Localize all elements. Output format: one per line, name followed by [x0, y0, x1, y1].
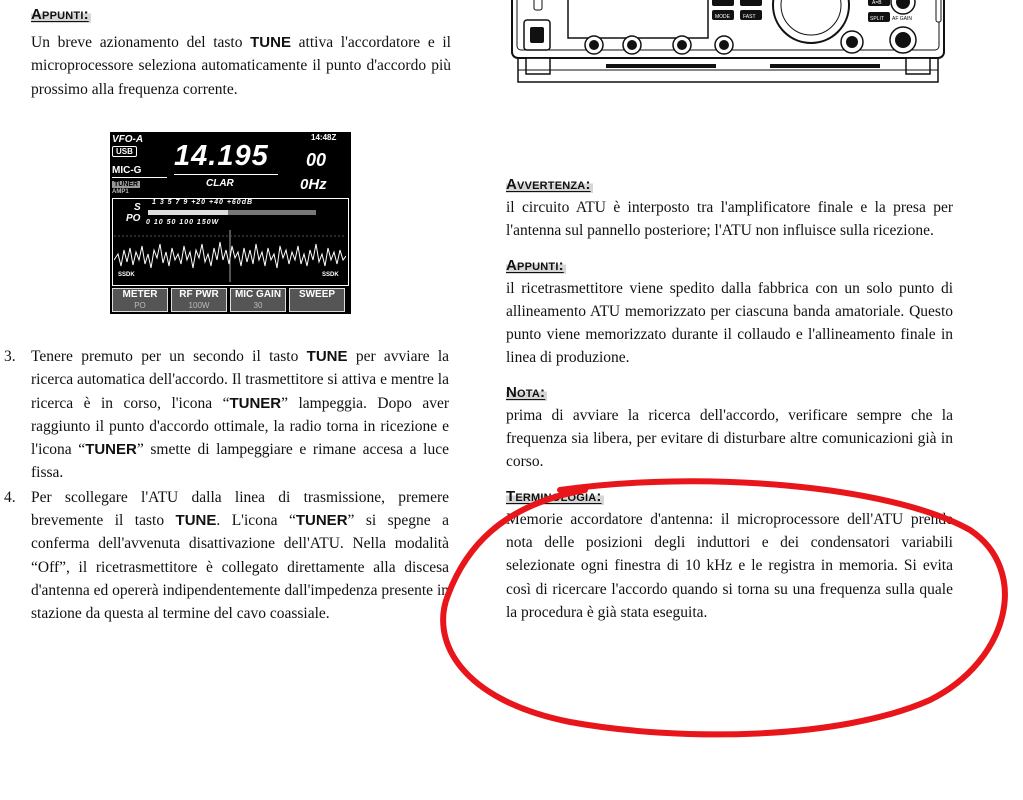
appunti-text-right: il ricetrasmettitore viene spedito dalla fabbrica con un solo punto di allineamento ATU memorizzato per ciascuna banda amatoriale. Questo punto viene memorizzato durante il collaudo e l'allineamento finale in linea di produzione. — [506, 279, 953, 367]
af-gain-label: AF GAIN — [892, 16, 913, 22]
micg-label: MIC-G — [112, 165, 142, 176]
frequency-main: 14.195 — [174, 140, 269, 172]
avvertenza-heading: Avvertenza: — [506, 176, 591, 193]
lcd-display — [110, 132, 351, 314]
softkey-meter[interactable]: METER PO — [112, 288, 168, 312]
clar-label: CLAR — [206, 178, 234, 189]
list-item-4: 4. Per scollegare l'ATU dalla linea di trasmissione, premere brevemente il tasto TUNE. L'icona “TUNER” si spegne a conferma dell'avvenuta disattivazione dell'ATU. Nella modalità “Off”, il ricetrasmettitore è collegato direttamente alla discesa d'antenna ed opererà indipendentemente dall'impedenza presente in stazione da questa al termine del cavo coassiale. — [4, 488, 450, 623]
fast-key-label: FAST — [743, 14, 756, 20]
numbered-list — [4, 345, 450, 626]
s-meter-label: S — [134, 202, 141, 213]
vfo-label: VFO-A — [112, 134, 144, 145]
nota-text: prima di avviare la ricerca dell'accordo, verificare sempre che la frequenza sia libera, per evitare di disturbare altre comunicazioni già in corso. — [506, 406, 953, 471]
ab-key-label: A=B — [872, 0, 882, 6]
terminologia-text: Memorie accordatore d'antenna: il microprocessore dell'ATU prende nota delle posizioni degli induttori e dei condensatori variabili selezionate ogni finestra di 10 kHz e le registra in memoria. Si evita così di ricercare l'accordo quando si torna su una frequenza sulla quale la procedura è già stata eseguita. — [506, 510, 953, 621]
amp-indicator: AMP1 — [112, 189, 129, 195]
right-column — [506, 176, 953, 624]
s-meter-fill — [148, 210, 228, 215]
appunti-text: Un breve azionamento del tasto TUNE attiva l'accordatore e il microprocessore seleziona automaticamente il punto d'accordo più prossimo alla frequenza corrente. — [31, 34, 451, 98]
split-key-label: SPLIT — [870, 16, 884, 22]
list-item-3: 3. Tenere premuto per un secondo il tasto TUNE per avviare la ricerca automatica dell'accordo. Il trasmettitore si attiva e mentre la ricerca è in corso, l'icona “TUNER” lampeggia. Dopo aver raggiunto il punto d'accordo ottimale, la radio torna in ricezione e l'icona “TUNER” smette di lampeggiare e rimane accesa a luce fissa. — [4, 348, 449, 482]
radio-front-panel-illustration — [506, 0, 954, 86]
avvertenza-text: il circuito ATU è interposto tra l'amplificatore finale e la presa per l'antenna sul pannello posteriore; l'ATU non influisce sulla ricezione. — [506, 199, 953, 240]
softkey-mic-gain[interactable]: MIC GAIN 30 — [230, 288, 286, 312]
scope-left-label: SSDK — [118, 272, 135, 278]
softkey-rf-pwr[interactable]: RF PWR 100W — [171, 288, 227, 312]
spectrum-scope — [114, 230, 346, 282]
s-scale: 1 3 5 7 9 +20 +40 +60dB — [152, 199, 254, 206]
terminologia-heading: Terminologia: — [506, 487, 602, 505]
appunti-heading-right: Appunti: — [506, 256, 564, 274]
tuner-indicator: TUNER — [114, 181, 139, 188]
mode-key-label: MODE — [715, 14, 730, 20]
clock: 14:48Z — [311, 133, 337, 142]
tune-key-label: TUNE — [250, 34, 291, 51]
appunti-heading: Appunti: — [31, 6, 89, 23]
softkey-sweep[interactable]: SWEEP — [289, 288, 345, 312]
scope-right-label: SSDK — [322, 272, 339, 278]
mode-badge: USB — [112, 146, 137, 157]
po-meter-label: PO — [126, 213, 141, 224]
nota-heading: Nota: — [506, 383, 546, 401]
po-scale: 0 10 50 100 150W — [146, 219, 220, 226]
frequency-sub: 00 — [306, 150, 327, 170]
clar-value: 0Hz — [300, 176, 327, 193]
